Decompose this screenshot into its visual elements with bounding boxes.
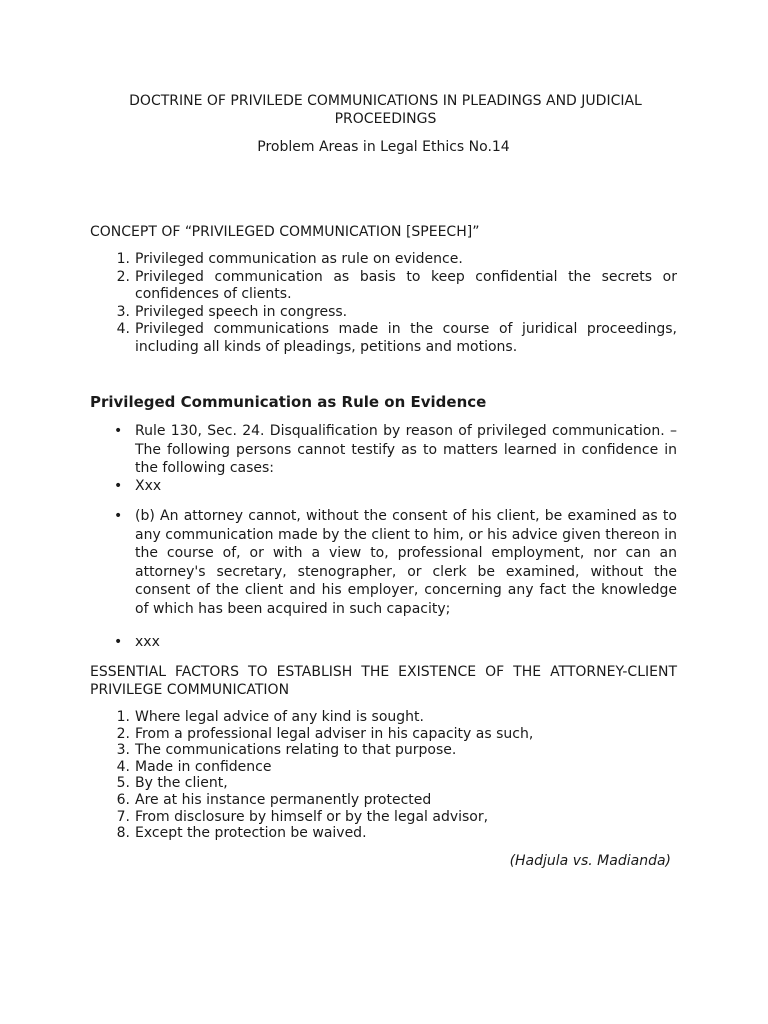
- item-text: From disclosure by himself or by the legal advisor,: [135, 808, 489, 825]
- item-text: Except the protection be waived.: [135, 825, 367, 842]
- item-number: 2.: [116, 725, 130, 742]
- list-item: [90, 507, 677, 618]
- item-text: Made in confidence: [135, 758, 272, 775]
- item-text: Rule 130, Sec. 24. Disqualification by reason of privileged communication. – The following persons cannot testify as to matters learned in confidence in the following cases:: [135, 423, 677, 476]
- list-item: [90, 742, 677, 759]
- list-item: [90, 634, 677, 652]
- bullet-icon: •: [114, 634, 123, 650]
- document-title: DOCTRINE OF PRIVILEDE COMMUNICATIONS IN PLEADINGS AND JUDICIAL PROCEEDINGS: [129, 93, 642, 127]
- item-number: 3.: [116, 742, 130, 759]
- list-item: [90, 321, 677, 356]
- list-item: [90, 775, 677, 792]
- list-item: [90, 304, 677, 322]
- list-item: [90, 759, 677, 776]
- item-text: By the client,: [135, 775, 228, 792]
- item-text: xxx: [135, 634, 160, 650]
- item-text: Privileged communication as basis to keep confidential the secrets or confidences of clients.: [135, 268, 677, 302]
- concept-heading: CONCEPT OF “PRIVILEGED COMMUNICATION [SPEECH]”: [90, 224, 480, 240]
- item-text: Xxx: [135, 478, 162, 494]
- item-text: Are at his instance permanently protected: [135, 791, 432, 808]
- section-heading: Privileged Communication as Rule on Evidence: [90, 393, 487, 411]
- item-number: 2.: [116, 268, 130, 285]
- bullet-list: [90, 478, 677, 496]
- item-text: Where legal advice of any kind is sought.: [135, 709, 424, 725]
- item-text: Privileged communication as rule on evidence.: [135, 251, 463, 267]
- item-number: 6.: [116, 791, 130, 808]
- document-subtitle: Problem Areas in Legal Ethics No.14: [257, 139, 510, 155]
- item-number: 3.: [116, 303, 130, 320]
- item-number: 8.: [116, 825, 130, 842]
- bullet-list: [90, 507, 677, 618]
- concept-list: [90, 251, 677, 356]
- essential-factors-list: [90, 709, 677, 842]
- item-number: 5.: [116, 775, 130, 792]
- case-citation: (Hadjula vs. Madianda): [509, 853, 671, 869]
- item-text: From a professional legal adviser in his capacity as such,: [135, 725, 534, 742]
- list-item: [90, 422, 677, 478]
- item-number: 1.: [116, 251, 130, 267]
- bullet-icon: •: [114, 478, 123, 494]
- essential-factors-heading: ESSENTIAL FACTORS TO ESTABLISH THE EXISTENCE OF THE ATTORNEY-CLIENT PRIVILEGE COMMUNICATION: [90, 664, 677, 698]
- item-text: Privileged speech in congress.: [135, 303, 348, 320]
- bullet-list: [90, 634, 677, 652]
- item-text: The communications relating to that purpose.: [135, 742, 457, 759]
- list-item: [90, 478, 677, 496]
- list-item: [90, 809, 677, 826]
- bullet-list: [90, 422, 677, 478]
- bullet-icon: •: [114, 423, 123, 439]
- item-number: 1.: [116, 709, 130, 725]
- list-item: [90, 269, 677, 304]
- item-text: Privileged communications made in the course of juridical proceedings, including all kinds of pleadings, petitions and motions.: [135, 321, 677, 355]
- item-number: 4.: [116, 321, 130, 337]
- list-item: [90, 792, 677, 809]
- item-text: (b) An attorney cannot, without the consent of his client, be examined as to any communication made by the client to him, or his advice given thereon in the course of, or with a view to, professional employment, nor can an attorney's secretary, stenographer, or clerk be examined, without the consent of the client and his employer, concerning any fact the knowledge of which has been acquired in such capacity;: [135, 508, 677, 617]
- list-item: [90, 709, 677, 726]
- bullet-icon: •: [114, 508, 123, 524]
- list-item: [90, 726, 677, 743]
- item-number: 4.: [116, 758, 130, 775]
- list-item: [90, 251, 677, 269]
- item-number: 7.: [116, 808, 130, 825]
- list-item: [90, 825, 677, 842]
